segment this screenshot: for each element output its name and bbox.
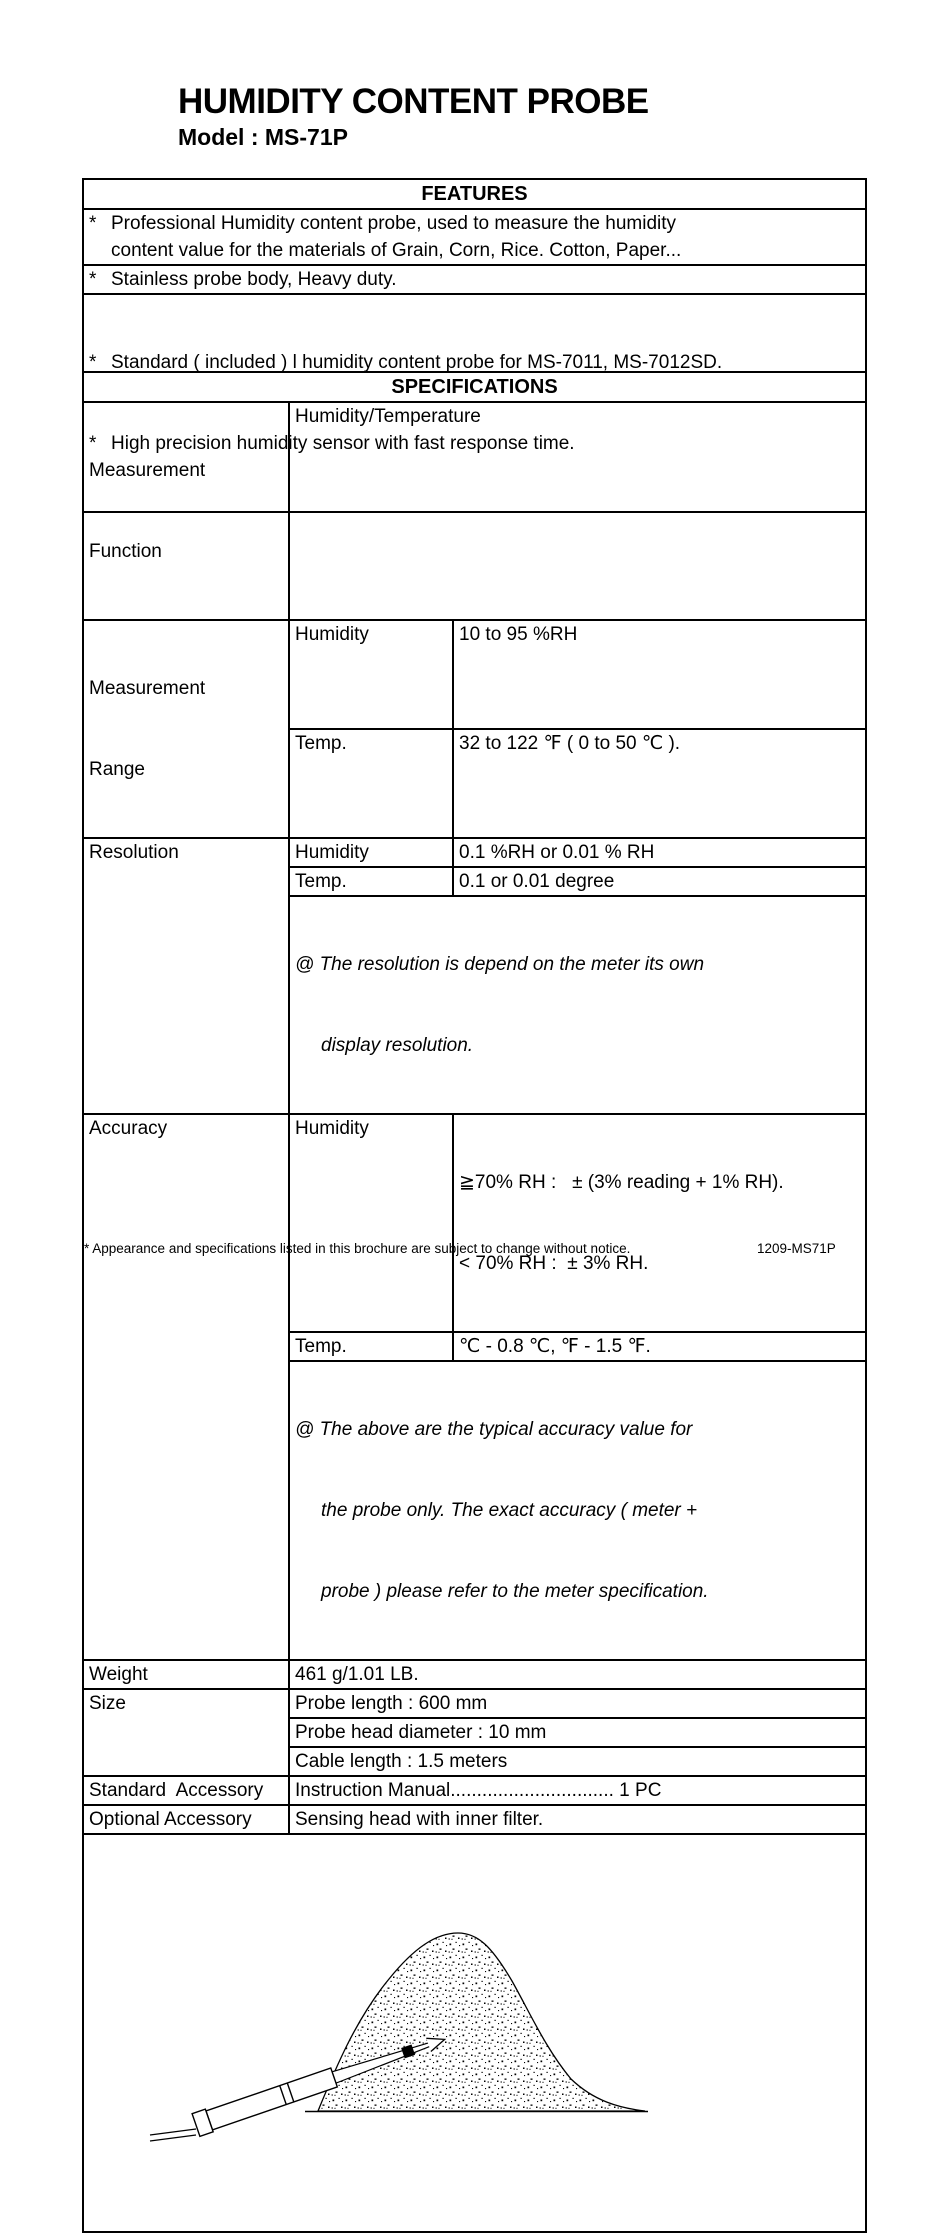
spec-value-weight: 461 g/1.01 LB. bbox=[289, 1660, 866, 1689]
probe-in-grain-pile-illustration bbox=[84, 1889, 863, 2177]
resolution-note: @ The resolution is depend on the meter its own display resolution. bbox=[289, 896, 866, 1114]
page-title: HUMIDITY CONTENT PROBE bbox=[178, 82, 649, 121]
spec-row-measurement-function bbox=[83, 402, 866, 620]
spec-value-range-humidity: 10 to 95 %RH bbox=[453, 620, 866, 729]
bullet-asterisk: * bbox=[89, 433, 97, 454]
spec-value-probe-length: Probe length : 600 mm bbox=[289, 1689, 866, 1718]
spec-row-accuracy-humidity bbox=[83, 1114, 866, 1332]
spec-label-measurement-function: Measurement Function bbox=[83, 402, 289, 620]
footer-note: * Appearance and specifications listed in this brochure are subject to change without notice. bbox=[84, 1241, 631, 1256]
probe-cable bbox=[150, 2129, 196, 2141]
accuracy-note: @ The above are the typical accuracy value for the probe only. The exact accuracy ( meter + probe ) please refer to the meter specification. bbox=[289, 1361, 866, 1660]
spec-value-probe-diameter: Probe head diameter : 10 mm bbox=[289, 1718, 866, 1747]
feature-text: Professional Humidity content probe, used to measure the humidity bbox=[111, 213, 677, 234]
feature-text: Stainless probe body, Heavy duty. bbox=[111, 269, 397, 290]
spec-sublabel-temp: Temp. bbox=[289, 1332, 453, 1361]
spec-row-resolution-humidity bbox=[83, 838, 866, 867]
specifications-table bbox=[82, 371, 867, 2233]
feature-text: High precision humidity sensor with fast response time. bbox=[111, 433, 575, 454]
footer-document-code: 1209-MS71P bbox=[757, 1241, 836, 1256]
spec-row-optional-accessory bbox=[83, 1805, 866, 1834]
spec-sublabel-temp: Temp. bbox=[289, 867, 453, 896]
spec-label-standard-accessory: Standard Accessory bbox=[83, 1776, 289, 1805]
bullet-asterisk: * bbox=[89, 352, 97, 373]
spec-label-resolution: Resolution bbox=[83, 838, 289, 1114]
spec-sublabel-humidity: Humidity bbox=[289, 620, 453, 729]
probe-handle bbox=[206, 2068, 337, 2130]
spec-value-range-temp: 32 to 122 ℉ ( 0 to 50 ℃ ). bbox=[453, 729, 866, 838]
footer bbox=[84, 1241, 863, 1257]
spec-value-accuracy-temp: ℃ - 0.8 ℃, ℉ - 1.5 ℉. bbox=[453, 1332, 866, 1361]
spec-sublabel-humidity: Humidity bbox=[289, 838, 453, 867]
spec-value-standard-accessory: Instruction Manual............................... 1 PC bbox=[289, 1776, 866, 1805]
spec-value-optional-accessory: Sensing head with inner filter. bbox=[289, 1805, 866, 1834]
spec-value-resolution-humidity: 0.1 %RH or 0.01 % RH bbox=[453, 838, 866, 867]
spec-label-weight: Weight bbox=[83, 1660, 289, 1689]
illustration-row bbox=[83, 1834, 866, 2232]
spec-label-accuracy: Accuracy bbox=[83, 1114, 289, 1660]
spec-sublabel-humidity: Humidity bbox=[289, 1114, 453, 1332]
spec-value-measurement-function: Humidity/Temperature bbox=[289, 402, 866, 620]
spec-row-weight bbox=[83, 1660, 866, 1689]
feature-row bbox=[83, 209, 866, 265]
features-header: FEATURES bbox=[83, 179, 866, 209]
feature-text: content value for the materials of Grain, Corn, Rice. Cotton, Paper... bbox=[111, 240, 682, 261]
feature-text: Standard ( included ) l humidity content probe for MS-7011, MS-7012SD. bbox=[111, 352, 723, 373]
specs-header: SPECIFICATIONS bbox=[83, 372, 866, 402]
spec-value-accuracy-humidity: ≧70% RH : ± (3% reading + 1% RH). < 70% RH : ± 3% RH. bbox=[453, 1114, 866, 1332]
specs-header-row bbox=[83, 372, 866, 402]
spec-value-resolution-temp: 0.1 or 0.01 degree bbox=[453, 867, 866, 896]
feature-item-1 bbox=[83, 209, 866, 265]
spec-label-measurement-range: Measurement Range bbox=[83, 620, 289, 838]
spec-row-size-1 bbox=[83, 1689, 866, 1718]
bullet-asterisk: * bbox=[89, 269, 97, 290]
model-subtitle: Model : MS-71P bbox=[178, 124, 348, 150]
spec-label-optional-accessory: Optional Accessory bbox=[83, 1805, 289, 1834]
features-header-row bbox=[83, 179, 866, 209]
spec-row-standard-accessory bbox=[83, 1776, 866, 1805]
illustration-cell bbox=[83, 1834, 866, 2232]
spec-value-cable-length: Cable length : 1.5 meters bbox=[289, 1747, 866, 1776]
bullet-asterisk: * bbox=[89, 213, 97, 234]
spec-row-range-humidity bbox=[83, 620, 866, 729]
spec-label-size: Size bbox=[83, 1689, 289, 1776]
feature-row bbox=[83, 265, 866, 294]
grain-pile bbox=[318, 1933, 645, 2111]
spec-sublabel-temp: Temp. bbox=[289, 729, 453, 838]
feature-item-2 bbox=[83, 265, 866, 294]
